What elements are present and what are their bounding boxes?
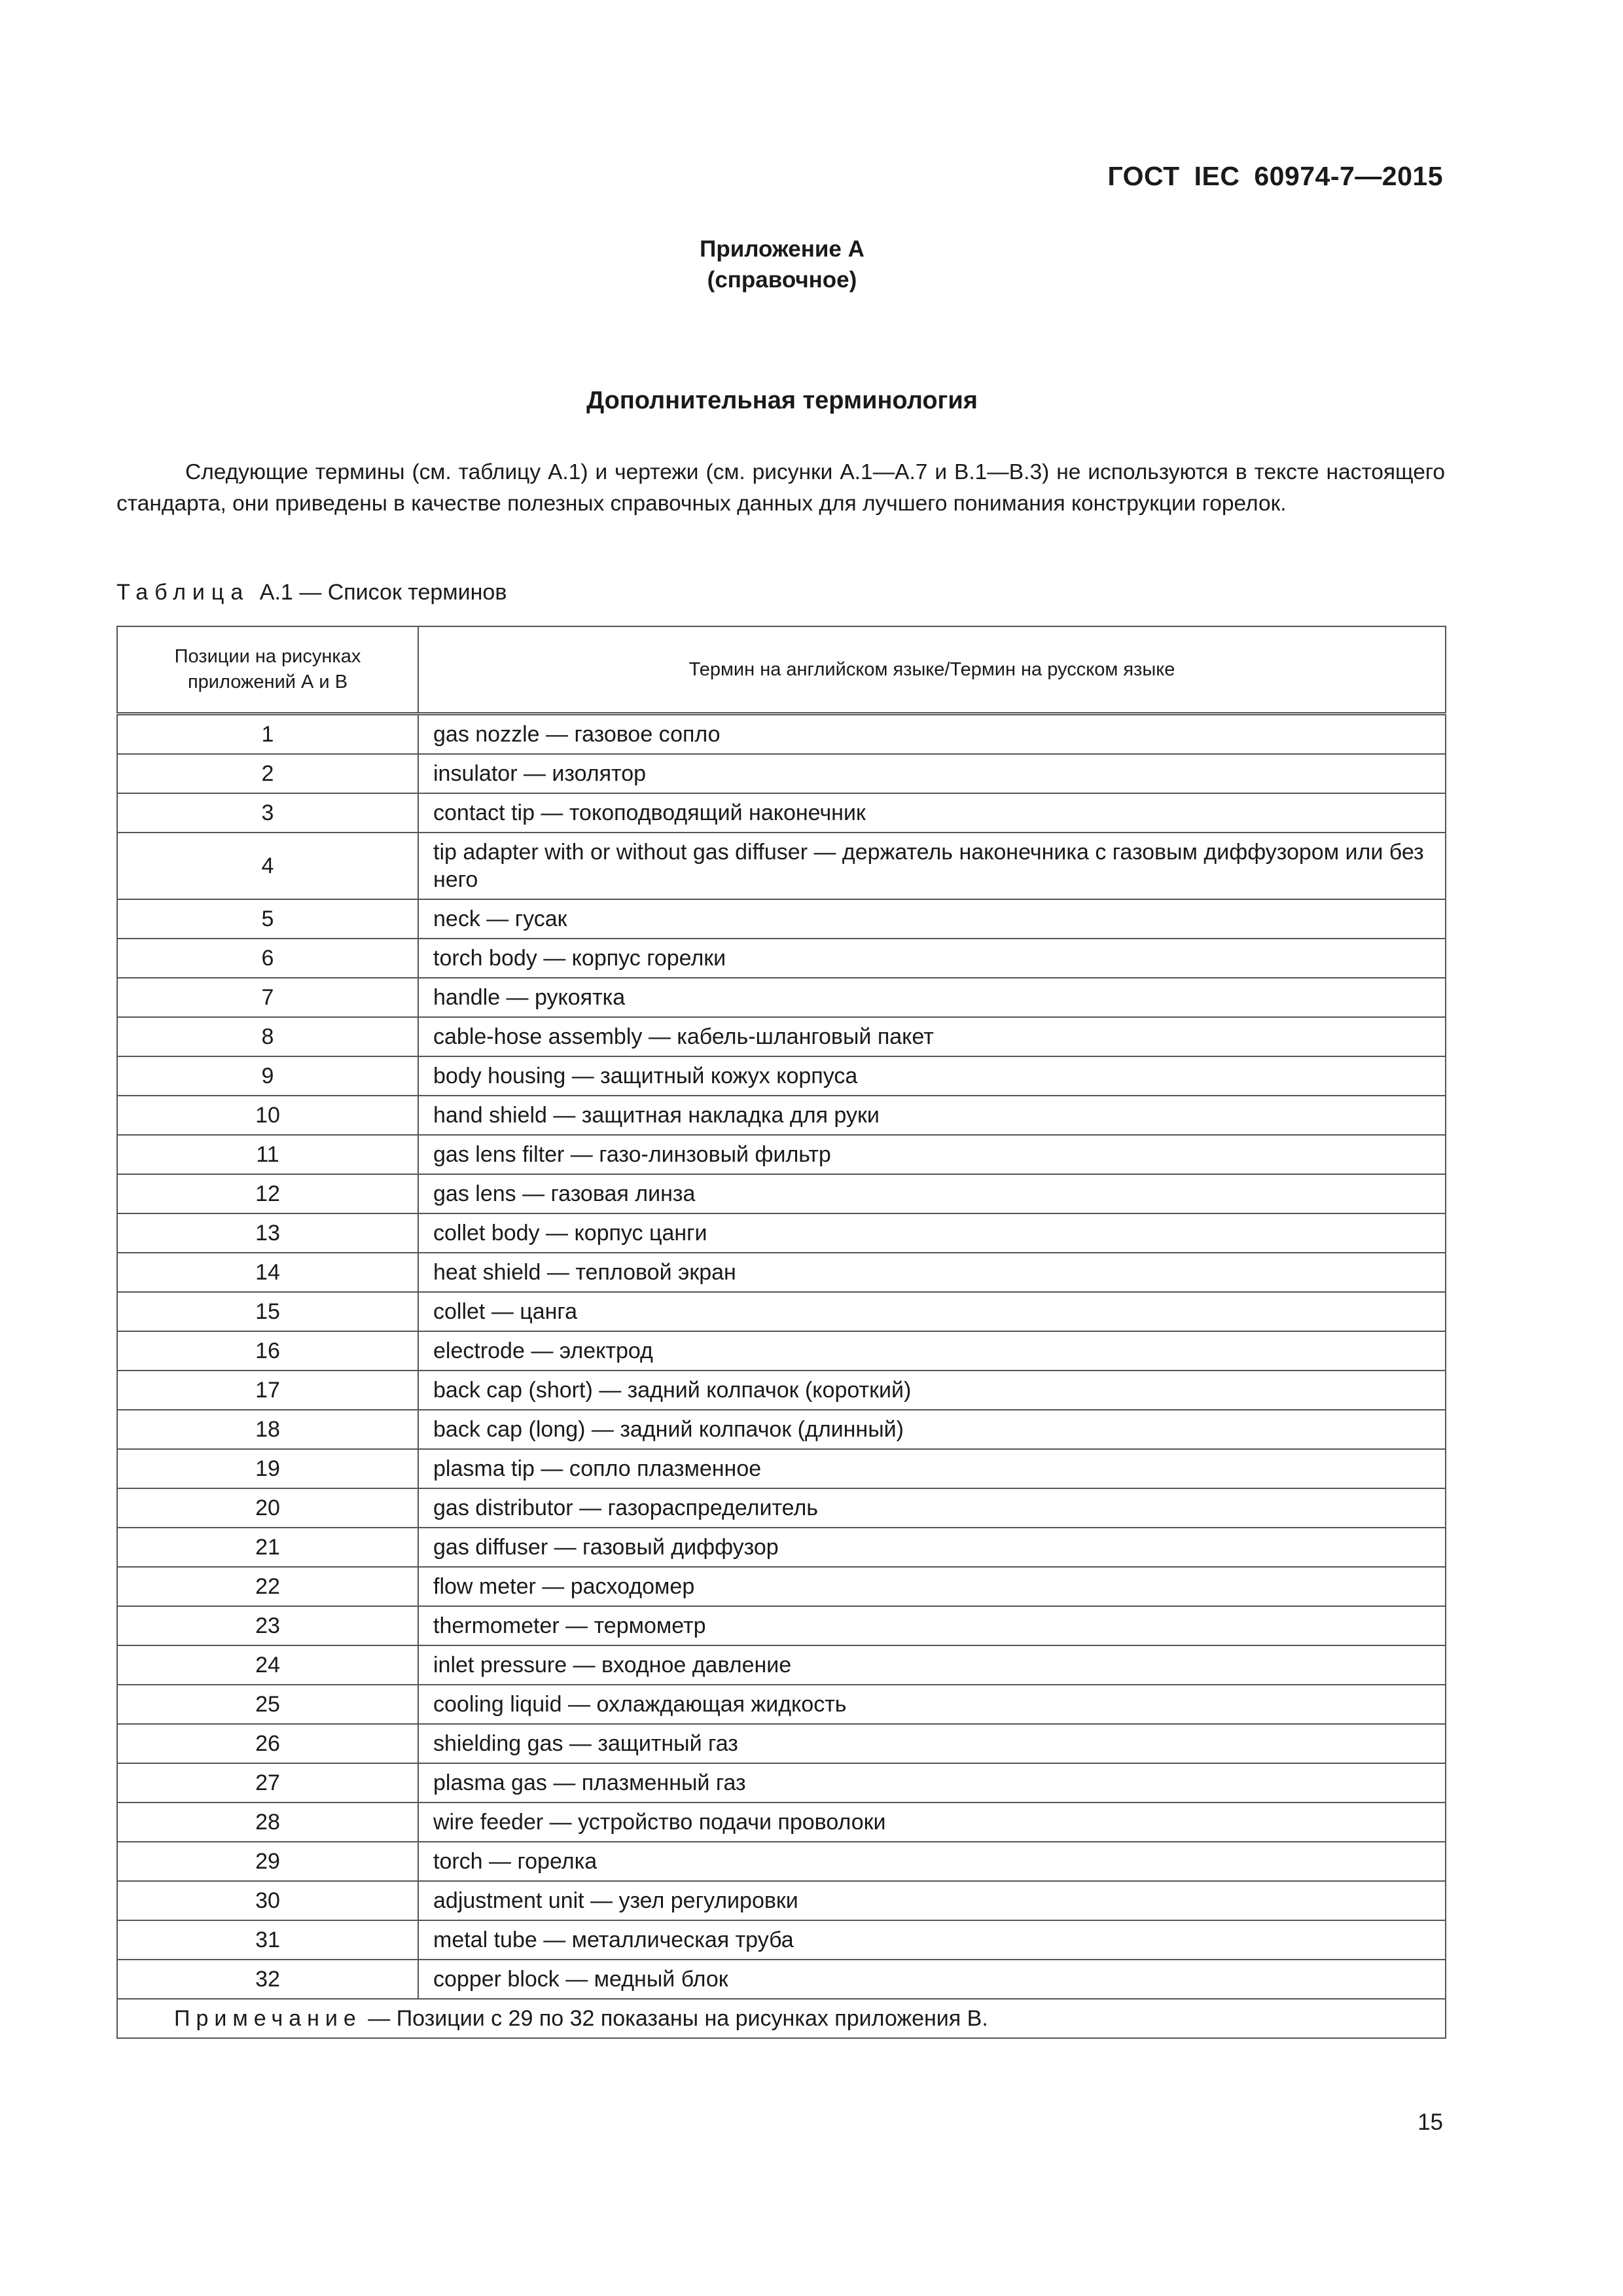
table-note-label: Примечание xyxy=(174,2006,362,2031)
row-position: 31 xyxy=(117,1920,418,1960)
row-term: back cap (short) — задний колпачок (короткий) xyxy=(418,1371,1446,1410)
row-term: handle — рукоятка xyxy=(418,978,1446,1017)
row-position: 6 xyxy=(117,939,418,978)
row-position: 29 xyxy=(117,1842,418,1881)
row-term: hand shield — защитная накладка для руки xyxy=(418,1096,1446,1135)
table-row xyxy=(117,1645,1446,1685)
row-term: body housing — защитный кожух корпуса xyxy=(418,1056,1446,1096)
col-header-terms: Термин на английском языке/Термин на русском языке xyxy=(418,626,1446,714)
row-position: 3 xyxy=(117,793,418,833)
row-position: 30 xyxy=(117,1881,418,1920)
row-position: 18 xyxy=(117,1410,418,1449)
row-position: 10 xyxy=(117,1096,418,1135)
table-row xyxy=(117,1920,1446,1960)
row-term: torch — горелка xyxy=(418,1842,1446,1881)
row-position: 32 xyxy=(117,1960,418,1999)
table-row xyxy=(117,754,1446,793)
table-row xyxy=(117,899,1446,939)
row-term: plasma tip — сопло плазменное xyxy=(418,1449,1446,1488)
row-term: gas lens filter — газо-линзовый фильтр xyxy=(418,1135,1446,1174)
table-row xyxy=(117,1056,1446,1096)
row-position: 2 xyxy=(117,754,418,793)
page-number: 15 xyxy=(1418,2109,1443,2135)
row-position: 12 xyxy=(117,1174,418,1213)
row-term: adjustment unit — узел регулировки xyxy=(418,1881,1446,1920)
row-term: inlet pressure — входное давление xyxy=(418,1645,1446,1685)
row-term: metal tube — металлическая труба xyxy=(418,1920,1446,1960)
row-term: cable-hose assembly — кабель-шланговый пакет xyxy=(418,1017,1446,1056)
row-term: gas nozzle — газовое сопло xyxy=(418,714,1446,755)
row-term: electrode — электрод xyxy=(418,1331,1446,1371)
appendix-title: Приложение А xyxy=(700,236,865,262)
row-position: 4 xyxy=(117,833,418,899)
table-note-text: — Позиции с 29 по 32 показаны на рисунках приложения В. xyxy=(368,2006,988,2031)
row-term: plasma gas — плазменный газ xyxy=(418,1763,1446,1803)
table-row xyxy=(117,1960,1446,1999)
table-row xyxy=(117,1763,1446,1803)
table-row xyxy=(117,1803,1446,1842)
row-position: 13 xyxy=(117,1213,418,1253)
table-row xyxy=(117,1881,1446,1920)
row-term: gas distributor — газораспределитель xyxy=(418,1488,1446,1528)
row-term: tip adapter with or without gas diffuser — держатель наконечника с газовым диффузором или без него xyxy=(418,833,1446,899)
row-term: gas diffuser — газовый диффузор xyxy=(418,1528,1446,1567)
table-row xyxy=(117,1174,1446,1213)
table-row xyxy=(117,1449,1446,1488)
table-row xyxy=(117,833,1446,899)
table-row xyxy=(117,1488,1446,1528)
table-row xyxy=(117,1724,1446,1763)
row-term: neck — гусак xyxy=(418,899,1446,939)
table-row xyxy=(117,1410,1446,1449)
table-row xyxy=(117,978,1446,1017)
row-position: 5 xyxy=(117,899,418,939)
row-position: 17 xyxy=(117,1371,418,1410)
table-row xyxy=(117,1253,1446,1292)
row-term: wire feeder — устройство подачи проволоки xyxy=(418,1803,1446,1842)
row-term: heat shield — тепловой экран xyxy=(418,1253,1446,1292)
table-row xyxy=(117,1842,1446,1881)
row-position: 21 xyxy=(117,1528,418,1567)
table-row xyxy=(117,1017,1446,1056)
table-caption-prefix: Таблица xyxy=(116,580,250,605)
table-row xyxy=(117,793,1446,833)
row-position: 26 xyxy=(117,1724,418,1763)
row-term: back cap (long) — задний колпачок (длинный) xyxy=(418,1410,1446,1449)
table-caption-rest: А.1 — Список терминов xyxy=(259,580,507,605)
row-position: 23 xyxy=(117,1606,418,1645)
row-term: gas lens — газовая линза xyxy=(418,1174,1446,1213)
row-position: 22 xyxy=(117,1567,418,1606)
row-position: 28 xyxy=(117,1803,418,1842)
row-position: 20 xyxy=(117,1488,418,1528)
row-term: collet body — корпус цанги xyxy=(418,1213,1446,1253)
row-position: 14 xyxy=(117,1253,418,1292)
table-body xyxy=(117,714,1446,2000)
table-caption xyxy=(116,580,507,605)
row-term: collet — цанга xyxy=(418,1292,1446,1331)
table-note xyxy=(117,1999,1446,2038)
appendix-subtitle: (справочное) xyxy=(707,267,857,293)
row-term: flow meter — расходомер xyxy=(418,1567,1446,1606)
table-row xyxy=(117,1371,1446,1410)
row-position: 16 xyxy=(117,1331,418,1371)
appendix-heading xyxy=(0,234,1564,295)
table-note-row xyxy=(117,1999,1446,2038)
row-term: insulator — изолятор xyxy=(418,754,1446,793)
row-position: 15 xyxy=(117,1292,418,1331)
document-code: ГОСТ IEC 60974-7—2015 xyxy=(1107,161,1443,191)
row-term: torch body — корпус горелки xyxy=(418,939,1446,978)
row-position: 9 xyxy=(117,1056,418,1096)
section-title: Дополнительная терминология xyxy=(586,387,978,414)
row-term: cooling liquid — охлаждающая жидкость xyxy=(418,1685,1446,1724)
table-row xyxy=(117,1096,1446,1135)
table-row xyxy=(117,939,1446,978)
terms-table xyxy=(116,626,1446,2039)
row-term: contact tip — токоподводящий наконечник xyxy=(418,793,1446,833)
table-row xyxy=(117,1213,1446,1253)
row-term: copper block — медный блок xyxy=(418,1960,1446,1999)
intro-paragraph: Следующие термины (см. таблицу А.1) и чертежи (см. рисунки А.1—А.7 и В.1—В.3) не используются в тексте настоящего стандарта, они приведены в качестве полезных справочных данных для лучшего понимания конструкции горелок. xyxy=(116,460,1445,516)
row-position: 8 xyxy=(117,1017,418,1056)
row-term: shielding gas — защитный газ xyxy=(418,1724,1446,1763)
table-row xyxy=(117,714,1446,755)
row-position: 19 xyxy=(117,1449,418,1488)
table-row xyxy=(117,1685,1446,1724)
table-row xyxy=(117,1331,1446,1371)
row-position: 7 xyxy=(117,978,418,1017)
table-row xyxy=(117,1567,1446,1606)
table-row xyxy=(117,1135,1446,1174)
table-row xyxy=(117,1606,1446,1645)
row-position: 11 xyxy=(117,1135,418,1174)
table-row xyxy=(117,1528,1446,1567)
row-position: 25 xyxy=(117,1685,418,1724)
col-header-positions: Позиции на рисунках приложений А и В xyxy=(117,626,418,714)
table-row xyxy=(117,1292,1446,1331)
row-position: 1 xyxy=(117,714,418,755)
row-term: thermometer — термометр xyxy=(418,1606,1446,1645)
table-header-row xyxy=(117,626,1446,714)
row-position: 24 xyxy=(117,1645,418,1685)
row-position: 27 xyxy=(117,1763,418,1803)
